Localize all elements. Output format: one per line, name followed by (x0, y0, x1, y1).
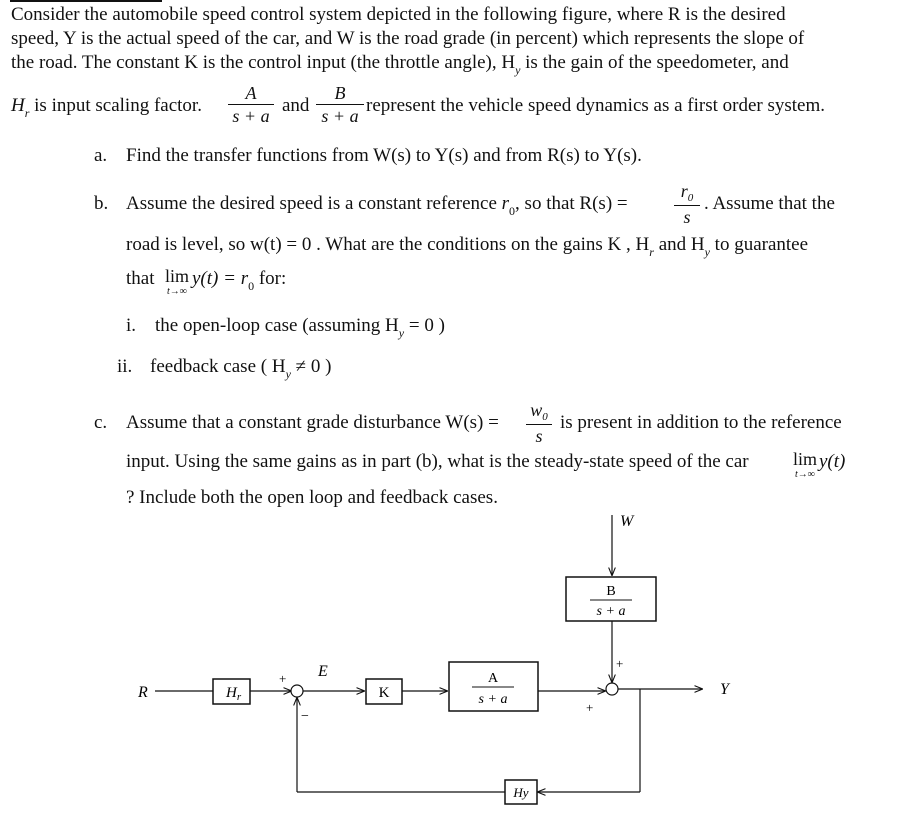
Hr-label: $H_r$ (226, 685, 242, 703)
part-b-line-2: road is level, so w(t) = 0 . What are the conditions on the gains K , $H_r$ and $H_y$ to guarantee (126, 234, 809, 259)
part-b-line-1: Assume the desired speed is a constant reference $r_0$, so that R(s) = (126, 193, 628, 218)
summing-junction-2 (606, 683, 618, 695)
E-label: E (318, 663, 328, 680)
part-b-line-3-head: that (126, 268, 155, 289)
part-a-label: a. (94, 145, 108, 166)
intro-line-2: speed, Y is the actual speed of the car, and W is the road grade (in percent) which represents the slope of (11, 28, 805, 49)
fraction-w0-over-s: $w_0$ s (526, 400, 552, 446)
part-b-ii-text: feedback case ( $H_y \ne 0$ ) (150, 356, 332, 381)
R-label: R (138, 684, 148, 701)
sum1-plus: + (279, 671, 287, 686)
part-b-label: b. (94, 193, 109, 214)
summing-junction-1 (291, 685, 303, 697)
intro-line-4-head: $H_r$ is input scaling factor. (11, 95, 202, 120)
limit-t-to-infinity-c: lim t→∞ (792, 449, 817, 480)
part-b-ii-label: ii. (117, 356, 133, 377)
Y-label: Y (720, 681, 729, 698)
Hy-label: Hy (513, 785, 529, 800)
part-c-y-of-t: y(t) (819, 451, 846, 472)
part-b-i-label: i. (126, 315, 137, 336)
intro-line-4-tail: represent the vehicle speed dynamics as a first order system. (366, 95, 826, 116)
plant-num: A (487, 671, 499, 686)
sum2-plus-left: + (586, 700, 594, 715)
part-c-label: c. (94, 412, 108, 433)
W-label: W (620, 513, 634, 530)
fraction-A-over-s-plus-a: A s + a (228, 83, 274, 126)
part-c-line-1: Assume that a constant grade disturbance W(s) = (126, 412, 499, 433)
intro-line-1: Consider the automobile speed control system depicted in the following figure, where R is the desired (11, 4, 786, 25)
part-a-text: Find the transfer functions from W(s) to Y(s) and from R(s) to Y(s). (126, 145, 642, 166)
fraction-r0-over-s: $r_0$ s (674, 181, 700, 227)
part-b-line-1-tail: . Assume that the (704, 193, 835, 214)
part-c-line-2: input. Using the same gains as in part (b), what is the steady-state speed of the car (126, 451, 749, 472)
part-c-line-1-tail: is present in addition to the reference (560, 412, 842, 433)
K-label: K (378, 685, 390, 701)
limit-t-to-infinity: lim t→∞ (164, 266, 189, 297)
part-c-line-3: ? Include both the open loop and feedback cases. (126, 487, 498, 508)
intro-and: and (282, 95, 310, 116)
part-b-line-3-tail: $y(t) = r_0$ for: (192, 268, 287, 293)
disturbance-num: B (606, 584, 616, 599)
intro-line-3: the road. The constant K is the control input (the throttle angle), $H_y$ is the gain of the speedometer, and (11, 52, 789, 77)
part-b-i-text: the open-loop case (assuming $H_y = 0$ ) (155, 315, 445, 340)
fraction-B-over-s-plus-a: B s + a (316, 83, 364, 126)
disturbance-den: s + a (596, 604, 626, 619)
plant-den: s + a (478, 692, 508, 707)
sum2-plus-top: + (616, 656, 624, 671)
sum1-minus: − (301, 709, 309, 724)
